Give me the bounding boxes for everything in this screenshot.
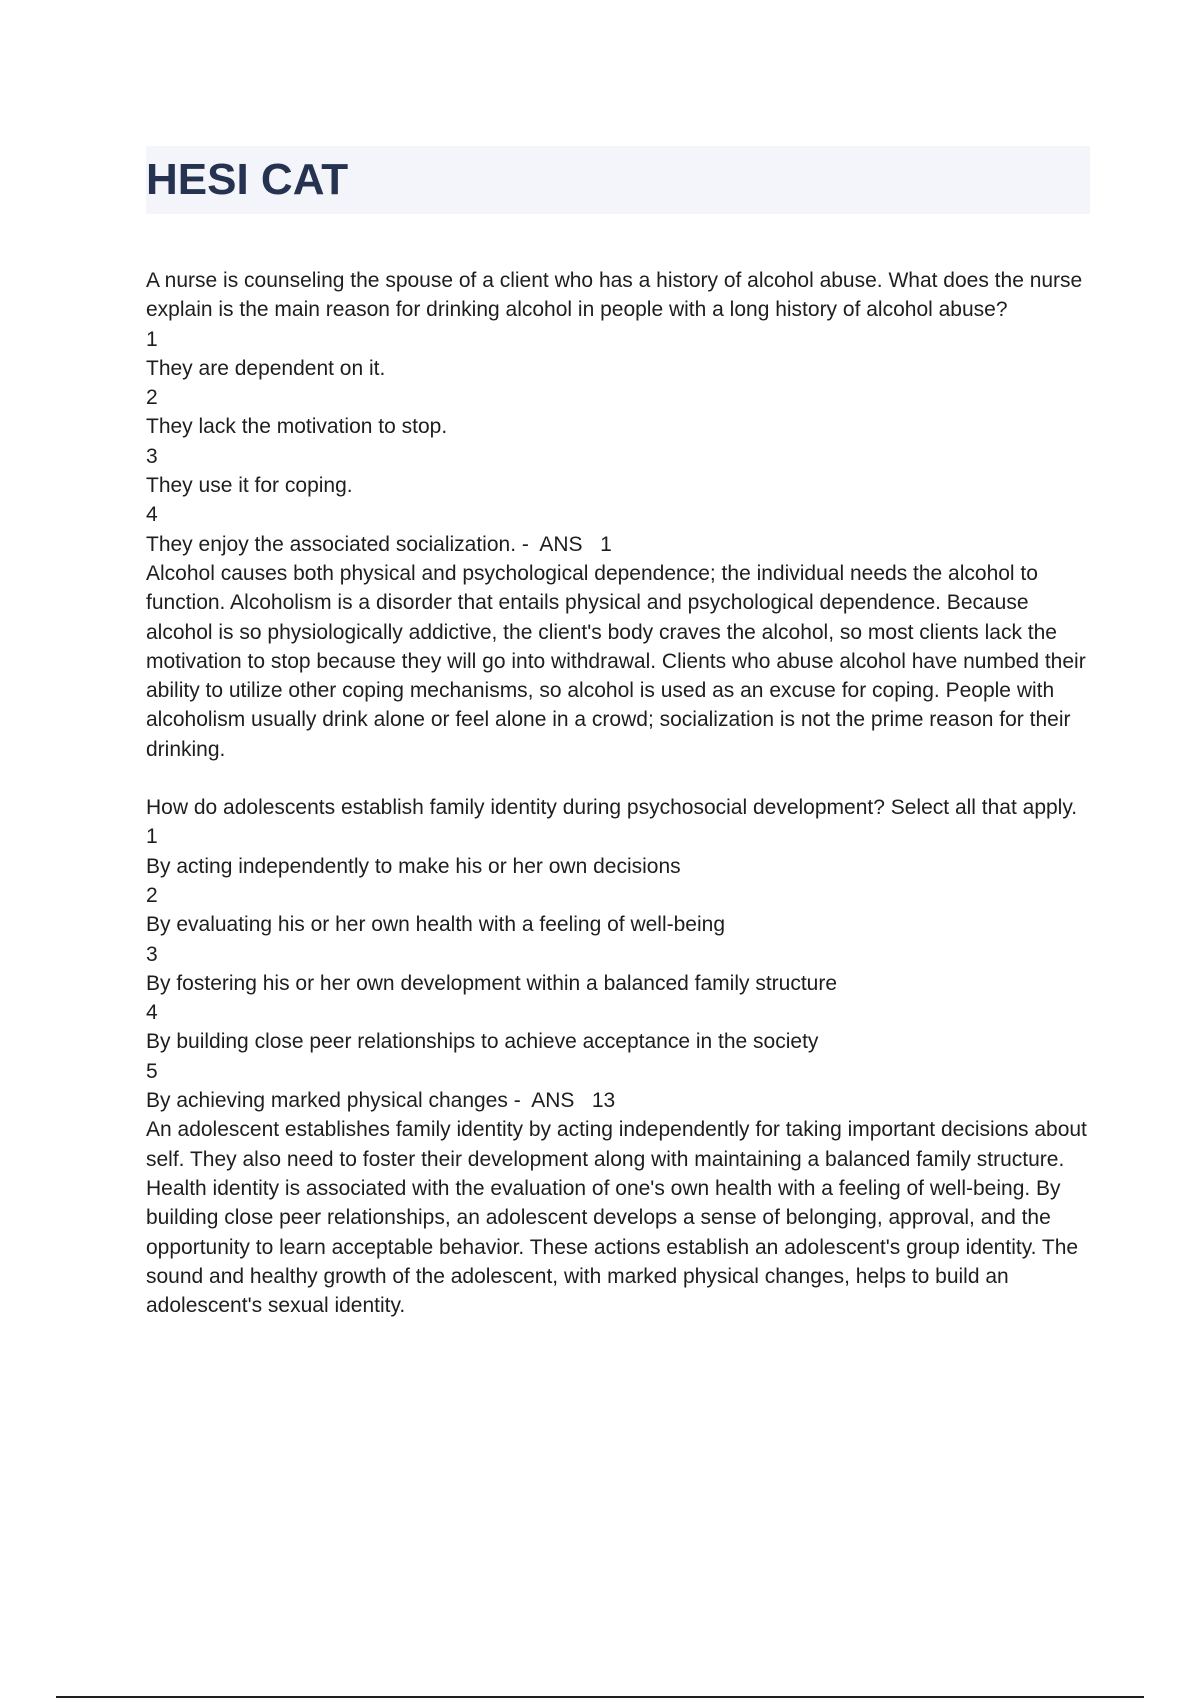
option-text: By acting independently to make his or her own decisions [146, 854, 681, 878]
option-number: 4 [146, 503, 158, 527]
option-number: 4 [146, 1001, 158, 1025]
question-block-2 [146, 793, 1090, 1320]
option-number: 3 [146, 942, 158, 966]
option-number: 3 [146, 444, 158, 468]
option-text: By fostering his or her own development within a balanced family structure [146, 971, 838, 995]
option-text: By evaluating his or her own health with a feeling of well-being [146, 913, 726, 937]
option-text: They are dependent on it. [146, 356, 386, 380]
document-body [146, 266, 1090, 1320]
option-text: They use it for coping. [146, 474, 353, 498]
footer-divider [56, 1696, 1144, 1698]
answer-rationale: Alcohol causes both physical and psychological dependence; the individual needs the alcohol to function. Alcoholism is a disorder that entails physical and psychological dependence. Because alcohol is so physiologically addictive, the client's body craves the alcohol, so most clients lack the motivation to stop because they will go into withdrawal. Clients who abuse alcohol have numbed their ability to utilize other coping mechanisms, so alcohol is used as an excuse for coping. People with alcoholism usually drink alone or feel alone in a crowd; socialization is not the prime reason for their drinking. [146, 561, 1086, 761]
option-text: They lack the motivation to stop. [146, 415, 448, 439]
question-stem: A nurse is counseling the spouse of a client who has a history of alcohol abuse. What does the nurse explain is the main reason for drinking alcohol in people with a long history of alcohol abuse? [146, 269, 1083, 322]
answer-rationale: An adolescent establishes family identity by acting independently for taking important decisions about self. They also need to foster their development along with maintaining a balanced family structure. Health identity is associated with the evaluation of one's own health with a feeling of well-being. By building close peer relationships, an adolescent develops a sense of belonging, approval, and the opportunity to learn acceptable behavior. These actions establish an adolescent's group identity. The sound and healthy growth of the adolescent, with marked physical changes, helps to build an adolescent's sexual identity. [146, 1118, 1087, 1318]
option-number: 1 [146, 825, 158, 849]
document-title: HESI CAT [146, 155, 349, 204]
question-block-1 [146, 266, 1090, 764]
option-text-with-answer: They enjoy the associated socialization. - ANS 1 [146, 532, 612, 556]
paragraph-spacer [146, 764, 1090, 793]
option-number: 5 [146, 1059, 158, 1083]
option-text: By building close peer relationships to achieve acceptance in the society [146, 1030, 819, 1054]
option-number: 1 [146, 327, 158, 351]
question-stem: How do adolescents establish family identity during psychosocial development? Select all that apply. [146, 796, 1078, 820]
option-number: 2 [146, 883, 158, 907]
title-banner [146, 146, 1090, 214]
option-number: 2 [146, 386, 158, 410]
option-text-with-answer: By achieving marked physical changes - ANS 13 [146, 1089, 616, 1113]
